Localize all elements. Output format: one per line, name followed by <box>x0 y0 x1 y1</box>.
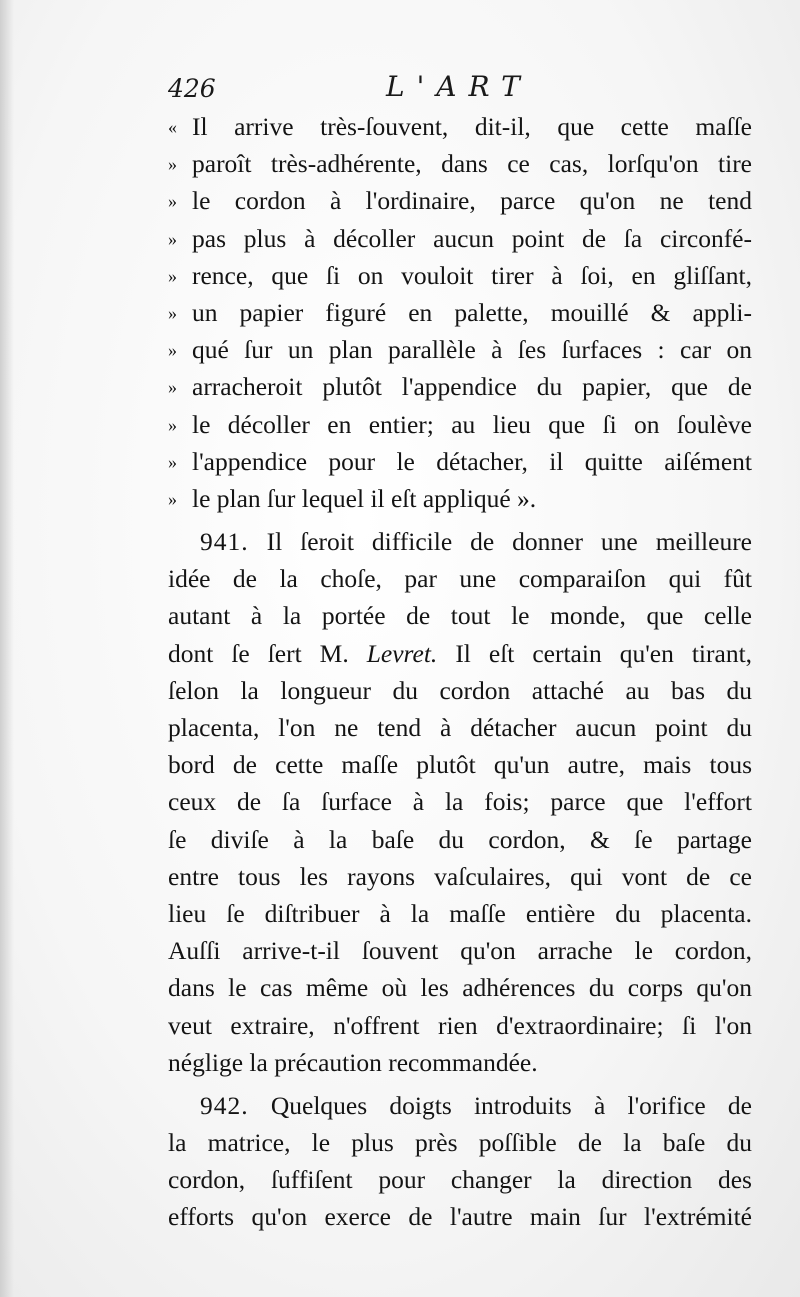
quote-mark: » <box>168 265 177 286</box>
quote-mark: » <box>168 302 177 323</box>
text-line <box>168 443 752 480</box>
line-text: veut extraire, n'offrent rien d'extraordinaire; ſi l'on <box>168 1010 752 1040</box>
text-line <box>168 1161 752 1198</box>
quote-mark: « <box>168 117 177 137</box>
text-line <box>168 709 752 746</box>
text-line <box>168 597 752 634</box>
line-text: pas plus à décoller aucun point de ſa circonfé- <box>192 223 752 253</box>
paragraph-941-author-line <box>168 635 752 672</box>
text-line <box>168 1007 752 1044</box>
text-line <box>168 294 752 331</box>
text-line <box>168 368 752 405</box>
line-text: le cordon à l'ordinaire, parce qu'on ne tend <box>192 186 752 216</box>
text-line <box>168 672 752 709</box>
line-text: lieu ſe diſtribuer à la maſſe entière du placenta. <box>168 898 752 928</box>
line-text: dans le cas même où les adhérences du corps qu'on <box>168 973 752 1003</box>
page-number: 426 <box>168 74 216 103</box>
line-text: ſelon la longueur du cordon attaché au bas du <box>168 675 752 705</box>
text-line <box>168 746 752 783</box>
page-binding-shadow <box>0 0 14 1297</box>
text-line <box>168 783 752 820</box>
paragraph-942-first-line <box>168 1087 752 1124</box>
text-line <box>168 1044 752 1081</box>
line-text: qué ſur un plan parallèle à ſes ſurfaces : car on <box>192 335 752 365</box>
line-text: rence, que ſi on vouloit tirer à ſoi, en gliſſant, <box>192 260 752 290</box>
paragraph-text: dont ſe ſert M. <box>168 638 349 668</box>
line-text: un papier figuré en palette, mouillé & appli- <box>192 297 752 327</box>
line-text: entre tous les rayons vaſculaires, qui vont de ce <box>168 861 752 891</box>
paragraph-942-lines <box>168 1124 752 1236</box>
running-title: L'ART <box>386 70 532 103</box>
quote-mark: » <box>168 154 177 175</box>
line-text: le plan ſur lequel il eſt appliqué ». <box>192 483 537 513</box>
quote-mark: » <box>168 340 177 361</box>
paragraph-941-lines <box>168 560 752 634</box>
text-line <box>168 932 752 969</box>
line-text: ſe diviſe à la baſe du cordon, & ſe partage <box>168 824 752 854</box>
paragraph-941-lines <box>168 672 752 1081</box>
text-line <box>168 182 752 219</box>
text-line <box>168 560 752 597</box>
paragraph-text: Il ſeroit difficile de donner une meilleure <box>266 527 752 557</box>
text-line <box>168 1198 752 1235</box>
paragraph-941-first-line <box>168 523 752 560</box>
line-text: arracheroit plutôt l'appendice du papier, que de <box>192 372 752 402</box>
quote-mark: » <box>168 228 177 249</box>
paragraph-number-942: 942. <box>200 1090 249 1120</box>
paragraph-number-941: 941. <box>200 527 249 557</box>
line-text: efforts qu'on exerce de l'autre main ſur l'extrémité <box>168 1202 752 1232</box>
text-line <box>168 969 752 1006</box>
text-line <box>168 220 752 257</box>
line-text: le décoller en entier; au lieu que ſi on ſoulève <box>192 409 752 439</box>
text-line <box>168 1124 752 1161</box>
quote-mark: » <box>168 451 177 472</box>
text-line <box>168 406 752 443</box>
line-text: la matrice, le plus près poſſible de la baſe du <box>168 1128 752 1158</box>
author-name: Levret. <box>366 638 438 668</box>
line-text: placenta, l'on ne tend à détacher aucun point du <box>168 713 752 742</box>
text-line <box>168 257 752 294</box>
text-line <box>168 821 752 858</box>
text-line <box>168 858 752 895</box>
line-text: Il arrive très-ſouvent, dit-il, que cette maſſe <box>192 112 752 141</box>
line-text: cordon, ſuffiſent pour changer la direction des <box>168 1165 752 1195</box>
line-text: paroît très-adhérente, dans ce cas, lorſqu'on tire <box>192 149 752 179</box>
text-line <box>168 895 752 932</box>
line-text: autant à la portée de tout le monde, que celle <box>168 601 752 631</box>
line-text: néglige la précaution recommandée. <box>168 1047 538 1077</box>
paragraph-text: Il eſt certain qu'en tirant, <box>455 638 753 668</box>
line-text: idée de la choſe, par une comparaiſon qui fût <box>168 564 752 594</box>
paragraph-941 <box>168 523 752 1081</box>
line-text: bord de cette maſſe plutôt qu'un autre, mais tous <box>168 750 752 780</box>
page-header <box>168 70 728 110</box>
quote-mark: » <box>168 488 177 509</box>
text-line <box>168 145 752 182</box>
quote-mark: » <box>168 377 177 398</box>
quote-mark: » <box>168 191 177 212</box>
line-text: Auſſi arrive-t-il ſouvent qu'on arrache le cordon, <box>168 936 752 966</box>
quote-mark: » <box>168 414 177 435</box>
quotation-block <box>168 108 752 517</box>
line-text: l'appendice pour le détacher, il quitte aiſément <box>192 446 752 476</box>
body-text <box>168 108 752 1236</box>
text-line <box>168 331 752 368</box>
paragraph-text: Quelques doigts introduits à l'orifice de <box>270 1090 753 1120</box>
line-text: ceux de ſa ſurface à la fois; parce que l'effort <box>168 787 752 817</box>
paragraph-942 <box>168 1087 752 1236</box>
text-line <box>168 480 752 517</box>
text-line <box>168 108 752 145</box>
